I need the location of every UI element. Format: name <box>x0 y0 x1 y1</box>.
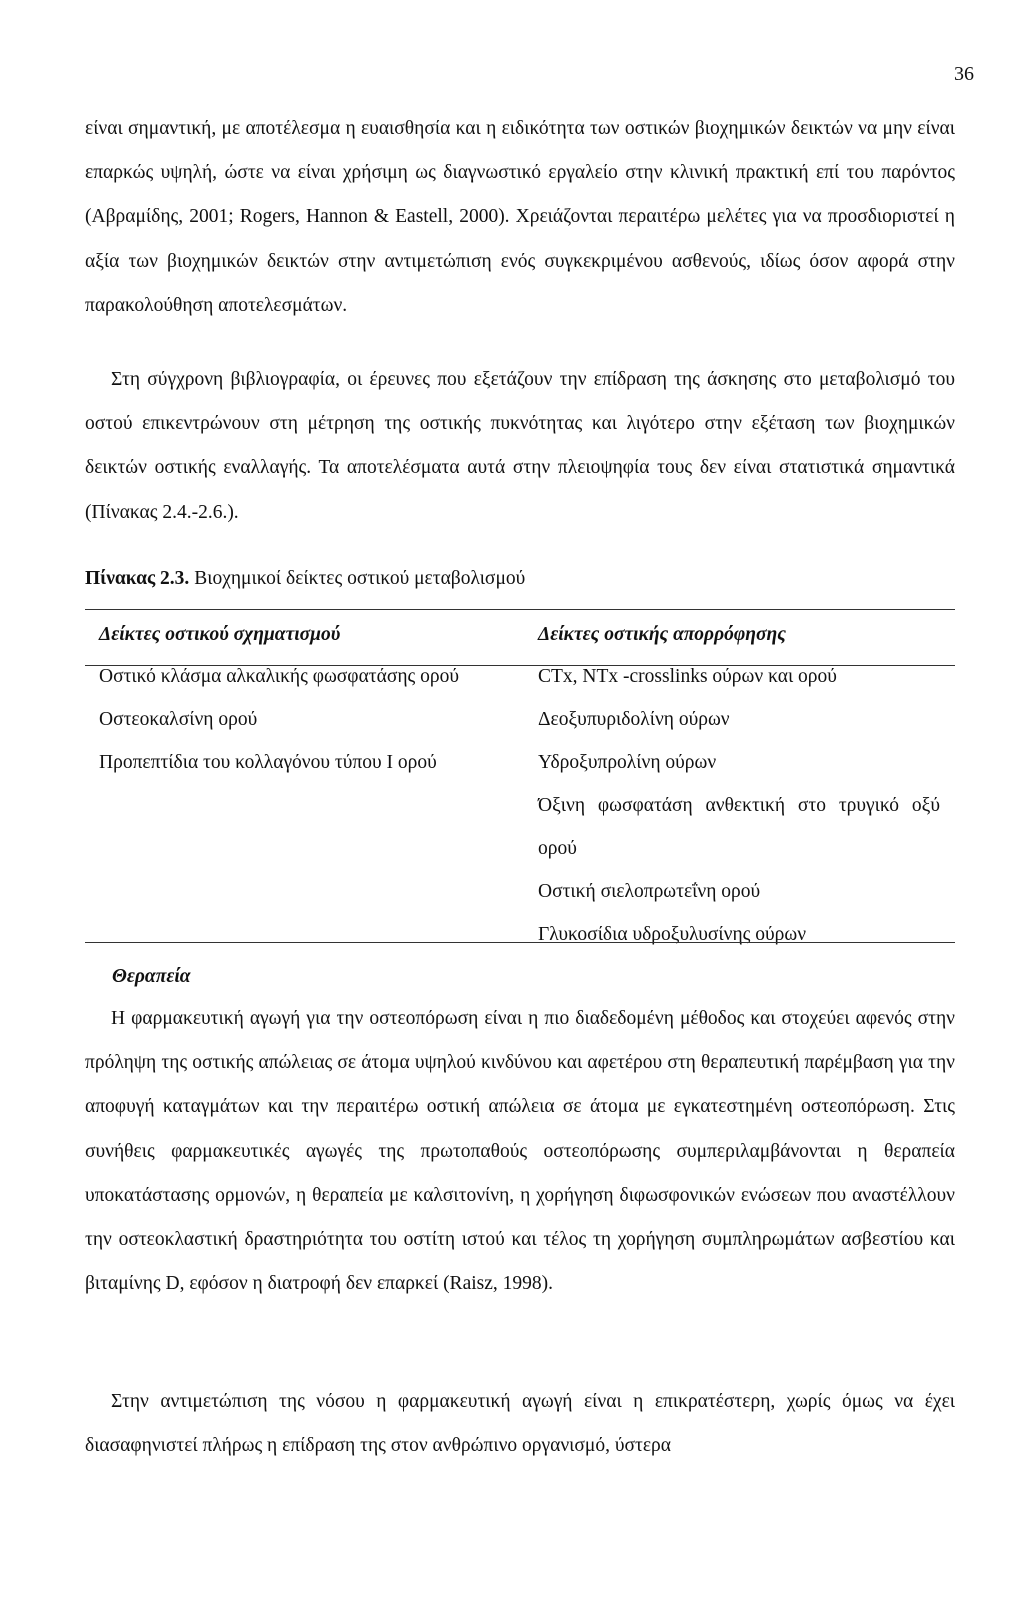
table-caption-label: Πίνακας 2.3. <box>85 568 190 589</box>
page-number: 36 <box>954 63 974 85</box>
section-heading-therapy: Θεραπεία <box>112 966 191 987</box>
resorption-marker-hydroxylysine-glycosides: Γλυκοσίδια υδροξυλυσίνης ούρων <box>538 924 807 945</box>
formation-marker-osteocalcin: Οστεοκαλσίνη ορού <box>99 709 258 730</box>
resorption-markers-column <box>538 655 940 956</box>
paragraph-pharmacological-treatment: Η φαρμακευτική αγωγή για την οστεοπόρωση είναι η πιο διαδεδομένη μέθοδος και στοχεύει αφενός στην πρόληψη της οστικής απώλειας σε άτομα υψηλού κινδύνου και αφετέρου στη θεραπευτική παρέμβαση για την αποφυγή καταγμάτων και την περαιτέρω οστική απώλεια σε άτομα με εγκατεστημένη οστεοπόρωση. Στις συνήθεις φαρμακευτικές αγωγές της πρωτοπαθούς οστεοπόρωσης συμπεριλαμβάνονται η θεραπεία υποκατάστασης ορμονών, η θεραπεία με καλσιτονίνη, η χορήγηση διφωσφονικών ενώσεων που αναστέλλουν την οστεοκλαστική δραστηριότητα του οστίτη ιστού και τέλος τη χορήγηση συμπληρωμάτων ασβεστίου και βιταμίνης D, εφόσον η διατροφή δεν επαρκεί (Raisz, 1998). <box>85 1008 955 1295</box>
header-resorption-markers: Δείκτες οστικής απορρόφησης <box>538 624 786 645</box>
paragraph-treatment-effects: Στην αντιμετώπιση της νόσου η φαρμακευτική αγωγή είναι η επικρατέστερη, χωρίς όμως να έχει διασαφηνιστεί πλήρως η επίδραση της στον ανθρώπινο οργανισμό, ύστερα <box>85 1391 955 1457</box>
resorption-marker-tracp: Όξινη φωσφατάση ανθεκτική στο τρυγικό οξύ ορού <box>538 795 940 859</box>
resorption-marker-deoxypyridinoline: Δεοξυπυριδολίνη ούρων <box>538 709 730 730</box>
table-caption <box>85 557 525 601</box>
formation-markers-column <box>99 655 519 784</box>
table-bottom-rule <box>85 942 955 943</box>
resorption-marker-crosslinks: CTx, NTx -crosslinks ούρων και ορού <box>538 666 837 687</box>
formation-marker-alp: Οστικό κλάσμα αλκαλικής φωσφατάσης ορού <box>99 666 460 687</box>
resorption-marker-hydroxyproline: Υδροξυπρολίνη ούρων <box>538 752 717 773</box>
formation-marker-propeptides: Προπεπτίδια του κολλαγόνου τύπου I ορού <box>99 752 437 773</box>
paragraph-biomarker-sensitivity: είναι σημαντική, με αποτέλεσμα η ευαισθησία και η ειδικότητα των οστικών βιοχημικών δεικτών να μην είναι επαρκώς υψηλή, ώστε να είναι χρήσιμη ως διαγνωστικό εργαλείο στην κλινική πρακτική επί του παρόντος (Αβραμίδης, 2001; Rogers, Hannon & Eastell, 2000). Χρειάζονται περαιτέρω μελέτες για να προσδιοριστεί η αξία των βιοχημικών δεικτών στην αντιμετώπιση ενός συγκεκριμένου ασθενούς, ιδίως όσον αφορά στην παρακολούθηση αποτελεσμάτων. <box>85 118 955 316</box>
table-caption-text: Βιοχημικοί δείκτες οστικού μεταβολισμού <box>194 568 526 589</box>
table-top-rule <box>85 609 955 610</box>
paragraph-exercise-literature: Στη σύγχρονη βιβλιογραφία, οι έρευνες που εξετάζουν την επίδραση της άσκησης στο μεταβολισμό του οστού επικεντρώνουν στη μέτρηση της οστικής πυκνότητας και λιγότερο στην εξέταση των βιοχημικών δεικτών οστικής εναλλαγής. Τα αποτελέσματα αυτά στην πλειοψηφία τους δεν είναι στατιστικά σημαντικά (Πίνακας 2.4.-2.6.). <box>85 369 955 523</box>
header-formation-markers: Δείκτες οστικού σχηματισμού <box>99 624 341 645</box>
resorption-marker-bone-sialoprotein: Οστική σιελοπρωτεΐνη ορού <box>538 881 761 902</box>
